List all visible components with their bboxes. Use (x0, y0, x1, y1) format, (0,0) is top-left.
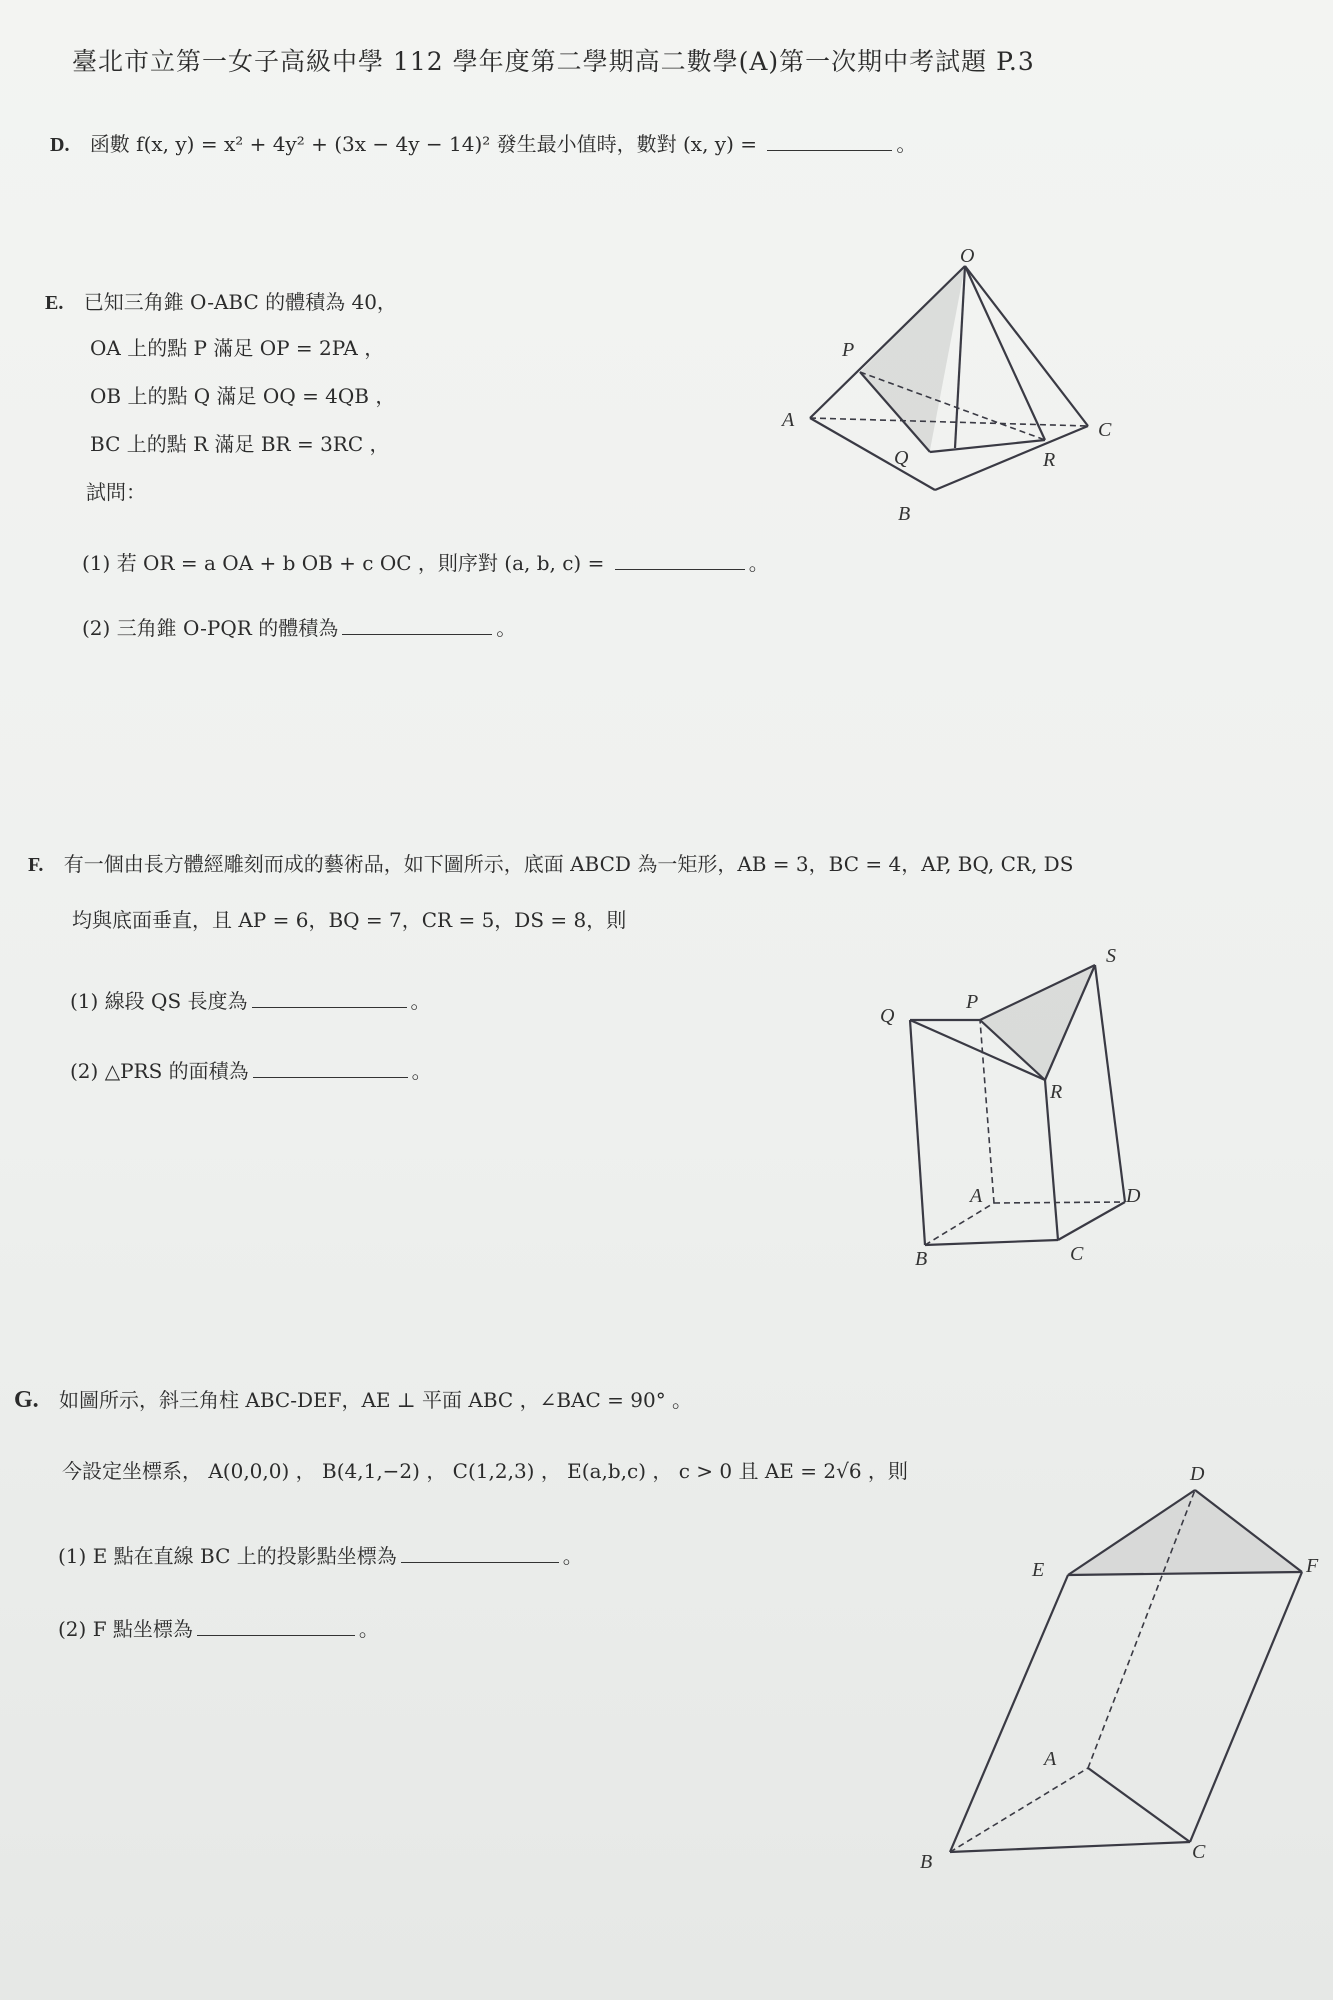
problem-e-condition-q: OB 上的點 Q 滿足 OQ = 4QB ， (90, 384, 396, 408)
problem-e-q2-end: 。 (496, 616, 517, 640)
problem-f-q2-text: (2) △PRS 的面積為 (70, 1059, 249, 1083)
fig-f-label-b: B (915, 1248, 928, 1270)
fig-g-label-a: A (1044, 1748, 1057, 1770)
problem-e-q2-text: (2) 三角錐 O-PQR 的體積為 (82, 616, 339, 640)
answer-blank-f2[interactable] (253, 1076, 408, 1078)
figure-oblique-prism (920, 1460, 1320, 1880)
answer-blank-e1[interactable] (615, 568, 745, 570)
problem-e-q1 (82, 547, 769, 576)
problem-e-label: E. (45, 292, 64, 314)
fig-e-label-r: R (1043, 449, 1056, 471)
problem-e-condition-r: BC 上的點 R 滿足 BR = 3RC ， (90, 432, 390, 456)
problem-f-label: F. (28, 854, 44, 876)
fig-e-label-a: A (782, 409, 795, 431)
fig-f-label-d: D (1126, 1185, 1141, 1207)
fig-g-label-e: E (1032, 1559, 1045, 1581)
answer-blank-e2[interactable] (342, 633, 492, 635)
problem-d-label: D. (50, 134, 70, 156)
problem-e-condition-p: OA 上的點 P 滿足 OP = 2PA ， (90, 336, 385, 360)
problem-g-line1 (14, 1384, 692, 1414)
problem-g-label: G. (14, 1387, 39, 1413)
problem-e-statement: 已知三角錐 O-ABC 的體積為 40， (83, 290, 397, 314)
problem-d (50, 128, 916, 157)
fig-f-label-q: Q (880, 1005, 895, 1027)
problem-g-q1 (58, 1540, 583, 1569)
problem-d-text: 函數 f(x, y) = x² + 4y² + (3x − 4y − 14)² 發生最小值時，數對 (x, y) = (89, 132, 764, 156)
problem-g-q2-end: 。 (358, 1617, 379, 1641)
fig-g-label-d: D (1190, 1463, 1205, 1485)
problem-f-statement: 有一個由長方體經雕刻而成的藝術品，如下圖所示，底面 ABCD 為一矩形，AB = 3，BC = 4，AP, BQ, CR, DS (63, 852, 1074, 876)
problem-e-line1 (45, 286, 397, 315)
problem-e-q1-end: 。 (748, 551, 769, 575)
figure-tetrahedron (770, 240, 1130, 530)
fig-f-label-p: P (966, 991, 979, 1013)
problem-f-q2 (70, 1055, 432, 1084)
answer-blank-d[interactable] (767, 149, 892, 151)
fig-e-label-o: O (960, 245, 975, 267)
problem-g-statement: 如圖所示，斜三角柱 ABC-DEF，AE ⊥ 平面 ABC ，∠BAC = 90° 。 (59, 1388, 693, 1412)
problem-g-q2 (58, 1613, 379, 1642)
fig-e-label-q: Q (894, 447, 909, 469)
fig-g-label-c: C (1192, 1841, 1206, 1863)
fig-e-label-p: P (842, 339, 855, 361)
problem-g-line2: 今設定坐標系， A(0,0,0) ， B(4,1,−2) ， C(1,2,3) ， E(a,b,c) ， c > 0 且 AE = 2√6 ，則 (62, 1459, 908, 1483)
problem-e-ask: 試問： (86, 480, 146, 504)
fig-e-label-c: C (1098, 419, 1112, 441)
problem-d-end: 。 (896, 132, 917, 156)
problem-g-q1-end: 。 (562, 1544, 583, 1568)
problem-f-q1 (70, 985, 431, 1014)
problem-e-q2 (82, 612, 516, 641)
fig-g-label-b: B (920, 1851, 933, 1873)
answer-blank-f1[interactable] (252, 1006, 407, 1008)
problem-f-q1-end: 。 (410, 989, 431, 1013)
fig-f-label-r: R (1050, 1081, 1063, 1103)
problem-g-q1-text: (1) E 點在直線 BC 上的投影點坐標為 (58, 1544, 397, 1568)
problem-f-q1-text: (1) 線段 QS 長度為 (70, 989, 248, 1013)
problem-f-line1 (28, 848, 1073, 877)
figure-carved-prism (870, 940, 1170, 1280)
fig-f-label-s: S (1106, 945, 1116, 967)
fig-f-label-a: A (970, 1185, 983, 1207)
page-title: 臺北市立第一女子高級中學 112 學年度第二學期高二數學(A)第一次期中考試題 P.3 (72, 47, 1035, 76)
answer-blank-g1[interactable] (401, 1561, 559, 1563)
problem-f-q2-end: 。 (411, 1059, 432, 1083)
answer-blank-g2[interactable] (197, 1634, 355, 1636)
problem-e-q1-text: (1) 若 OR = a OA + b OB + c OC ，則序對 (a, b, c) = (82, 551, 611, 575)
problem-f-line2: 均與底面垂直，且 AP = 6，BQ = 7，CR = 5，DS = 8，則 (72, 908, 627, 932)
fig-g-label-f: F (1306, 1555, 1319, 1577)
fig-f-label-c: C (1070, 1243, 1084, 1265)
problem-g-q2-text: (2) F 點坐標為 (58, 1617, 193, 1641)
fig-e-label-b: B (898, 503, 911, 525)
